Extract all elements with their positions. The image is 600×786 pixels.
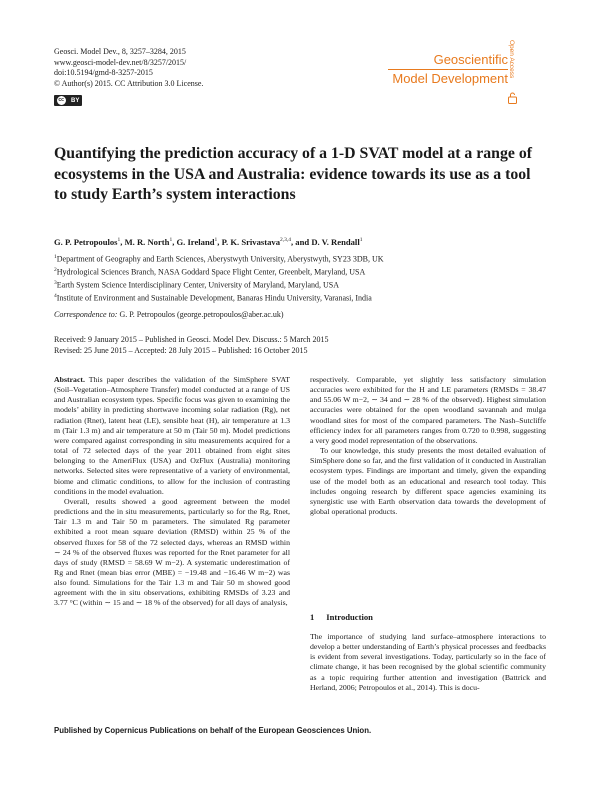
author-name: M. R. North <box>124 237 170 247</box>
section-title: Introduction <box>326 612 373 622</box>
correspondence-label: Correspondence to: <box>54 310 118 319</box>
journal-logo <box>368 52 508 87</box>
introduction-text <box>310 632 546 693</box>
doi[interactable]: doi:10.5194/gmd-8-3257-2015 <box>54 68 153 78</box>
author-name: D. V. Rendall <box>311 237 360 247</box>
affiliations <box>54 252 546 303</box>
abstract-paragraph: Abstract. This paper describes the validation of the SimSphere SVAT (Soil–Vegetation–Atmosphere Transfer) model conducted at a range of US and Australian ecosystem types. Specific focus was given to examining the models’ ability in predicting shortwave incoming solar radiation (Rg), net radiation (Rnet), latent heat (LE), sensible heat (H), air temperature at 1.3 m (Tair 1.3 m) and air temperature at 50 m (Tair 50 m). Model predictions were compared against corresponding in situ measurements acquired for a total of 72 selected days of the year 2011 obtained from eight sites belonging to the AmeriFlux (USA) and OzFlux (Australia) monitoring networks. Selected sites were representative of a variety of environmental, biome and climatic conditions, to allow for the inclusion of contrasting conditions in the model evaluation. <box>54 375 290 496</box>
open-access-label: Open Access <box>508 40 515 79</box>
author-and: and <box>295 237 310 247</box>
publication-dates <box>54 334 546 356</box>
correspondence <box>54 310 546 319</box>
dates-received: Received: 9 January 2015 – Published in Geosci. Model Dev. Discuss.: 5 March 2015 <box>54 335 329 344</box>
abstract-paragraph: respectively. Comparable, yet slightly less satisfactory simulation accuracies were exhibited for the H and LE parameters (RMSDs = 38.47 and 55.06 W m−2, ∼ 34 and ∼ 28 % of the observed). Highest simulation accuracies were obtained for the open woodland savannah and mulga woodland sites for most of the compared parameters. The Nash–Sutcliffe efficiency index for all parameters ranges from 0.720 to 0.998, suggesting a very good model representation of the observations. <box>310 375 546 445</box>
abstract-column <box>54 375 290 609</box>
citation: Geosci. Model Dev., 8, 3257–3284, 2015 <box>54 47 186 56</box>
affiliation-item: $^3$Earth System Science Interdisciplinary Center, University of Maryland, Maryland, USA <box>54 279 340 290</box>
open-access-badge <box>505 40 521 110</box>
abstract-paragraph: Overall, results showed a good agreement between the model predictions and the in situ measurements, particularly so for the Rg, Rnet, Tair 1.3 m and Tair 50 m parameters. The simulated Rg parameter exhibited a root mean square deviation (RMSD) within 25 % of the observed fluxes for 58 of the 72 selected days, whereas an RMSD within ∼ 24 % of the observed fluxes was reported for the Rnet parameter for all days of study (RMSD = 58.69 W m−2). A systematic underestimation of Rg and Rnet (mean bias error (MBE) = −19.48 and −16.46 W m−2) was also found. Simulations for the Tair 1.3 m and Tair 50 m showed good agreement with the in situ observations, exhibiting RMSDs of 3.23 and 3.77 °C (within ∼ 15 and ∼ 18 % of the observed) for all days of analysis, <box>54 496 290 608</box>
abstract-column-right <box>310 375 546 517</box>
affiliation-item: $^1$Department of Geography and Earth Sciences, Aberystwyth University, Aberystwyth, SY23 3DB, UK <box>54 254 384 264</box>
header-metadata <box>54 47 203 89</box>
journal-url[interactable]: www.geosci-model-dev.net/8/3257/2015/ <box>54 57 187 67</box>
abstract-paragraph: To our knowledge, this study presents the most detailed evaluation of SimSphere done so far, and the first validation of it conducted in Australian ecosystem types. Findings are important and timely, given the expanding use of the model both as an educational and research tool today. This includes ongoing research by different space agencies examining its synergistic use with Earth observation data towards the development of global operational products. <box>310 446 546 517</box>
paper-title: Quantifying the prediction accuracy of a 1-D SVAT model at a range of ecosystems in the USA and Australia: evidence towards its use as a tool to study Earth’s system interactions <box>54 145 532 203</box>
correspondence-email[interactable]: G. P. Petropoulos (george.petropoulos@aber.ac.uk) <box>119 310 284 319</box>
cc-license-icon[interactable] <box>54 95 82 106</box>
license: © Author(s) 2015. CC Attribution 3.0 License. <box>54 78 204 88</box>
cc-badge-label: cc <box>58 97 64 103</box>
affiliation-item: $^4$Institute of Environment and Sustainable Development, Banaras Hindu University, Varanasi, India <box>54 292 372 303</box>
dates-revised: Revised: 25 June 2015 – Accepted: 28 July 2015 – Published: 16 October 2015 <box>54 346 308 355</box>
section-heading <box>310 612 385 622</box>
author-name: G. Ireland <box>176 237 215 247</box>
publisher-footer: Published by Copernicus Publications on behalf of the European Geosciences Union. <box>54 726 372 735</box>
author-name: P. K. Srivastava <box>221 237 280 247</box>
author-list: G. P. Petropoulos$^1$, M. R. North$^1$, G. Ireland$^1$, P. K. Srivastava$^{2,3,4}$, and D. V. Rendall$^1$ <box>54 237 363 247</box>
abstract-label: Abstract. <box>54 375 85 384</box>
journal-logo-divider <box>388 69 508 70</box>
journal-name-line2: Model Development <box>392 71 508 86</box>
open-access-lock-icon <box>508 92 517 104</box>
cc-by-label: BY <box>70 97 80 104</box>
intro-paragraph: The importance of studying land surface–atmosphere interactions to develop a better understanding of Earth’s physical processes and feedbacks is evident from several investigations. Today, particularly so in the face of climate change, it has been recognised by the global scientific community as a topic requiring further attention and investigation (Battrick and Herland, 2006; Petropoulos et al., 2014). This is docu- <box>310 632 546 692</box>
affiliation-item: $^2$Hydrological Sciences Branch, NASA Goddard Space Flight Center, Greenbelt, Maryland, USA <box>54 266 366 277</box>
section-number: 1 <box>310 612 315 622</box>
author-name: G. P. Petropoulos <box>54 237 118 247</box>
journal-name-line1: Geoscientific <box>433 52 508 67</box>
